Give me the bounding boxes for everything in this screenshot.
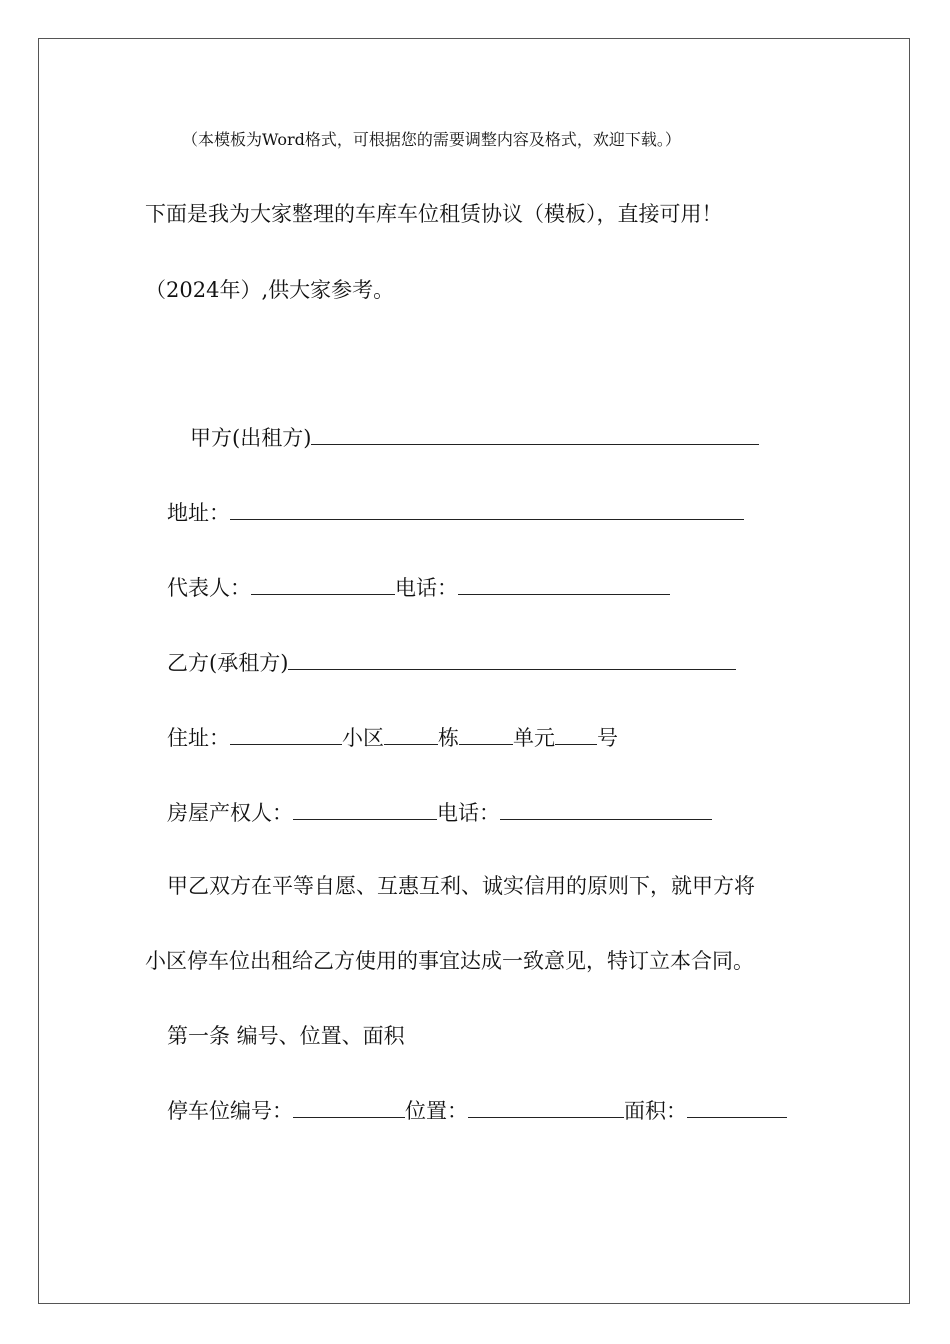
area-blank[interactable] (687, 1097, 787, 1118)
party-b-row (167, 649, 736, 677)
spot-number-label: 停车位编号： (167, 1099, 293, 1123)
template-note: （本模板为Word格式，可根据您的需要调整内容及格式，欢迎下载。） (182, 130, 681, 149)
representative-label: 代表人： (167, 576, 251, 600)
building-label: 栋 (438, 726, 459, 750)
address-row (167, 499, 744, 527)
article-1-title: 第一条 编号、位置、面积 (167, 1024, 405, 1048)
owner-label: 房屋产权人： (167, 801, 293, 825)
residence-label: 住址： (167, 726, 230, 750)
building-blank[interactable] (384, 724, 438, 745)
owner-phone-blank[interactable] (500, 799, 712, 820)
party-b-label: 乙方(承租方) (167, 651, 289, 675)
party-a-label: 甲方(出租方) (190, 426, 312, 450)
phone-blank[interactable] (458, 574, 670, 595)
owner-row (167, 799, 712, 827)
party-b-blank[interactable] (288, 649, 736, 670)
residence-blank[interactable] (230, 724, 342, 745)
intro-line-1: 下面是我为大家整理的车库车位租赁协议（模板），直接可用！ (145, 202, 723, 226)
party-a-blank[interactable] (311, 424, 759, 445)
phone-label: 电话： (395, 576, 458, 600)
spot-details-row (167, 1097, 787, 1125)
unit-label: 单元 (513, 726, 555, 750)
address-label: 地址： (167, 501, 230, 525)
unit-blank[interactable] (459, 724, 513, 745)
location-label: 位置： (405, 1099, 468, 1123)
spot-number-blank[interactable] (293, 1097, 405, 1118)
location-blank[interactable] (468, 1097, 624, 1118)
intro-line-2: （2024年）,供大家参考。 (145, 278, 395, 302)
community-label: 小区 (342, 726, 384, 750)
body-line-2: 小区停车位出租给乙方使用的事宜达成一致意见，特订立本合同。 (145, 949, 754, 973)
number-blank[interactable] (555, 724, 597, 745)
representative-row (167, 574, 670, 602)
body-line-1: 甲乙双方在平等自愿、互惠互利、诚实信用的原则下，就甲方将 (167, 874, 755, 898)
owner-blank[interactable] (293, 799, 437, 820)
number-label: 号 (597, 726, 618, 750)
owner-phone-label: 电话： (437, 801, 500, 825)
representative-blank[interactable] (251, 574, 395, 595)
area-label: 面积： (624, 1099, 687, 1123)
residence-row (167, 724, 618, 752)
address-blank[interactable] (230, 499, 744, 520)
party-a-row (190, 424, 759, 452)
